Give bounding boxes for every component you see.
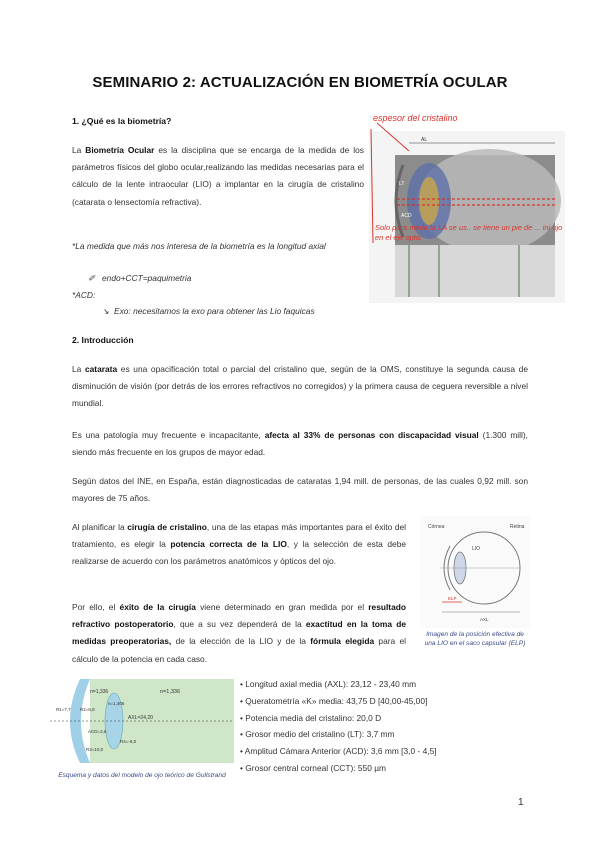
text: Por ello, el [72, 602, 120, 612]
label-n-lens: n=1,406 [108, 701, 125, 706]
label-n-vitreous: n=1,336 [160, 689, 181, 695]
intro-paragraph-5 [72, 599, 406, 668]
elp-schema-svg [420, 516, 530, 628]
list-item: • Grosor medio del cristalino (LT): 3,7 mm [240, 729, 395, 740]
text: Es una patología muy frecuente e incapacitante, [72, 430, 265, 440]
label-lt: LT [399, 181, 405, 187]
text: (1.300 mill), siendo más frecuente en los grupos de mayor edad. [72, 430, 528, 458]
list-item: • Potencia media del cristalino: 20,0 D [240, 712, 382, 723]
label-axl: AXL=24,20 [128, 715, 153, 721]
list-item: • Queratometría «K» media: 43,75 D [40,00-45,00] [240, 695, 428, 706]
text: La [72, 145, 86, 155]
list-item-text: Potencia media del cristalino: 20,0 D [245, 712, 382, 723]
intro-paragraph-1 [72, 361, 528, 413]
list-item-text: Queratometría «K» media: 43,75 D [40,00-45,00] [245, 695, 428, 706]
note-axial: *La medida que más nos interesa de la biometría es la longitud axial [72, 241, 326, 251]
text: viene determinado en gran medida por el [195, 602, 369, 612]
list-item-text: Longitud axial media (AXL): 23,12 - 23,40 mm [245, 679, 417, 689]
term-cirugia: cirugía de cristalino [127, 522, 207, 532]
text: de la elección de la LIO y de la [171, 636, 311, 647]
term-catarata: catarata [84, 364, 118, 374]
page-number: 1 [518, 797, 524, 808]
parameters-list [240, 676, 540, 777]
text: La [72, 364, 85, 374]
intro-paragraph-4 [72, 519, 406, 571]
elp-figure [420, 516, 530, 656]
term-exactitud: exactitud en la toma de medidas preoperatorias, [72, 619, 406, 647]
label-r4: R4=-6,0 [120, 739, 137, 744]
acd-note: Exo: necesitamos la exo para obtener las Lio faquicas [114, 306, 315, 316]
arrow-icon: ↘ [102, 306, 110, 316]
label-acd: ACD=3,6 [88, 729, 107, 734]
term-formula: fórmula elegida [310, 636, 375, 647]
elp-caption: Imagen de la posición efectiva de una LIO en el saco capsular (ELP) [424, 631, 526, 647]
term-exito: éxito de la cirugía [119, 602, 196, 612]
check-icon: ✐ [88, 273, 96, 283]
gullstrand-svg [50, 675, 234, 767]
label-retina: Retina [510, 524, 525, 530]
label-elp: ELP [448, 596, 457, 601]
text: , una de las etapas más importantes para el éxito del tratamiento, es elegir la [72, 522, 406, 550]
label-n-aqueous: n=1,336 [90, 689, 109, 695]
gullstrand-figure [50, 675, 234, 795]
formula-line [88, 270, 191, 286]
annotation-top: espesor del cristalino [373, 113, 458, 123]
section-heading-biometria: 1. ¿Qué es la biometría? [72, 116, 172, 126]
acd-label: *ACD: [72, 290, 96, 300]
text: , y la selección de esta debe realizarse de acuerdo con los parámetros anatómicos y ópticos del ojo. [72, 539, 407, 567]
text: Al planificar la [72, 522, 128, 532]
list-item: • Grosor central corneal (CCT): 550 µm [240, 762, 386, 773]
annotation-bottom: Solo para medir la LA se us.. se tiene un pie de ... ini ojo en el eje optic [375, 223, 563, 242]
list-item: • Longitud axial media (AXL): 23,12 - 23,40 mm [240, 679, 417, 689]
text: es la disciplina que se encarga de la medida de los parámetros físicos del globo ocular,realizando las medidas necesarias para el cálculo de la lente intraocular (LIO) a implantar en la cirugía de cristalino (catarata o lensectomía refractiva). [72, 145, 364, 207]
list-item-text: Grosor medio del cristalino (LT): 3,7 mm [245, 729, 395, 740]
label-lio: LIO [472, 546, 481, 552]
highlight-33: afecta al 33% de personas con discapacidad visual [264, 430, 479, 440]
intro-paragraph-2 [72, 427, 528, 461]
text: es una opacificación total o parcial del cristalino que, según de la OMS, constituye la segunda causa de disminución de visión (por detrás de los errores refractivos no corregidos) y la primera causa de ceguera reversible a nivel mundial. [72, 364, 528, 409]
text: para el cálculo de la potencia en cada caso. [72, 636, 406, 664]
label-r1: R1=7,7 [56, 707, 71, 712]
gullstrand-caption: Esquema y datos del modelo de ojo teórico de Gullstrand [58, 772, 226, 779]
label-cornea: Córnea [428, 524, 445, 530]
intro-paragraph-3: Según datos del INE, en España, están diagnosticadas de cataratas 1,94 mill. de personas, de las cuales 0,92 mill. son mayores de 75 años. [72, 476, 528, 504]
label-acd: ACD [401, 213, 412, 219]
term-biometria: Biometría Ocular [85, 145, 155, 155]
list-item: • Amplitud Cámara Anterior (ACD): 3,6 mm [3,0 - 4,5] [240, 746, 437, 757]
formula-text: endo+CCT=paquimetria [102, 273, 192, 283]
label-r3: R3=10,0 [86, 747, 104, 752]
biometria-definition [72, 142, 364, 211]
label-r2: R2=6,8 [80, 707, 95, 712]
label-axl: AXL [480, 617, 489, 622]
eye-ultrasound-svg [369, 113, 565, 303]
term-potencia: potencia correcta de la LIO [170, 539, 287, 550]
section-heading-introduccion: 2. Introducción [72, 335, 134, 345]
page-title: SEMINARIO 2: ACTUALIZACIÓN EN BIOMETRÍA OCULAR [92, 74, 508, 91]
eye-ultrasound-figure [369, 113, 565, 303]
label-al: AL [421, 137, 428, 143]
list-item-text: Grosor central corneal (CCT): 550 µm [245, 762, 386, 773]
acd-note-line [102, 303, 315, 319]
term-resultado: resultado refractivo postoperatorio [72, 602, 406, 630]
list-item-text: Amplitud Cámara Anterior (ACD): 3,6 mm [3,0 - 4,5] [244, 746, 437, 757]
text: , que a su vez dependerá de la [173, 619, 306, 630]
